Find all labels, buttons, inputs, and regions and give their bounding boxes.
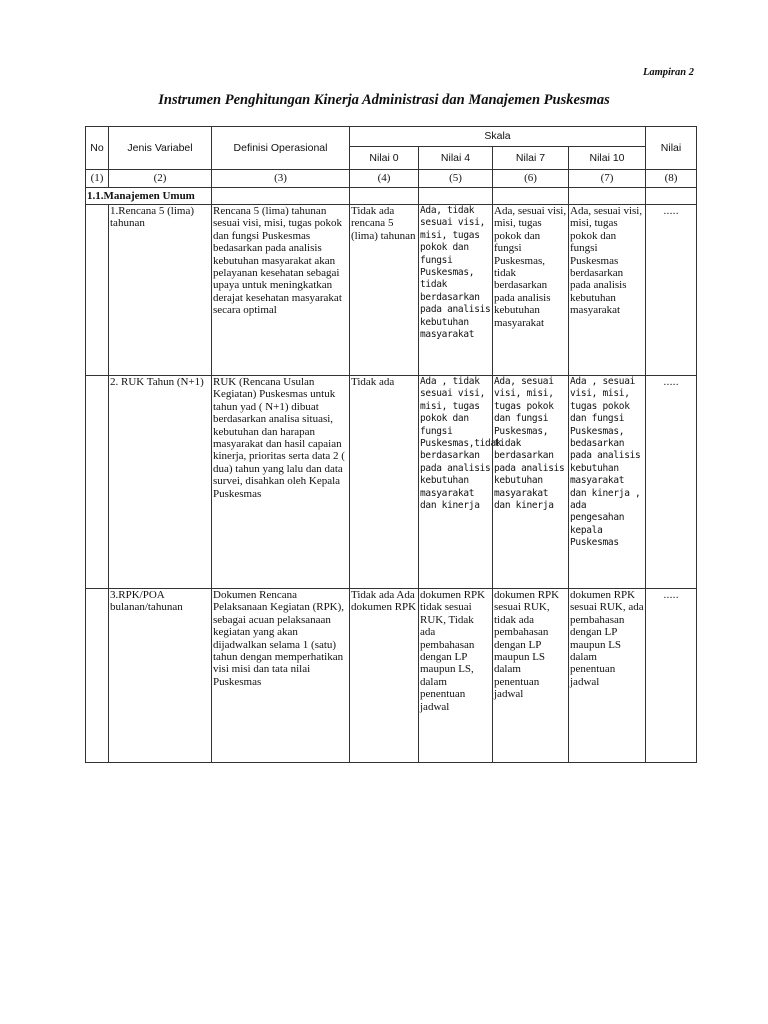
table-row [86,589,697,763]
table-row [86,205,697,376]
nilai-4-cell: dokumen RPK tidak sesuai RUK, Tidak ada pembahasan dengan LP maupun LS, dalam penentuan jadwal [419,589,493,763]
section-title: 1.1.Manajemen Umum [86,188,212,205]
header-nilai: Nilai [646,127,697,170]
index-cell: (1) [86,170,109,188]
index-cell: (4) [350,170,419,188]
index-cell: (3) [212,170,350,188]
nilai-cell: ..... [646,589,697,763]
index-cell: (8) [646,170,697,188]
index-row [86,170,697,188]
nilai-7-cell: Ada, sesuai visi, misi, tugas pokok dan fungsi Puskesmas, tidak berdasarkan pada analisis kebutuhan masyarakat dan kinerja [493,376,569,589]
nilai-0-cell: Tidak ada [350,376,419,589]
definisi-cell: RUK (Rencana Usulan Kegiatan) Puskesmas untuk tahun yad ( N+1) dibuat berdasarkan analisa situasi, kebutuhan dan harapan masyarakat dan hasil capaian kinerja, prioritas serta data 2 ( dua) tahun yang lalu dan data survei, disahkan oleh Kepala Puskesmas [212,376,350,589]
header-jenis-variabel: Jenis Variabel [109,127,212,170]
jenis-variabel-cell: 2. RUK Tahun (N+1) [109,376,212,589]
nilai-7-cell: Ada, sesuai visi, misi, tugas pokok dan fungsi Puskesmas, tidak berdasarkan pada analisis kebutuhan masyarakat [493,205,569,376]
index-cell: (5) [419,170,493,188]
nilai-cell: ..... [646,205,697,376]
header-no: No [86,127,109,170]
definisi-cell: Rencana 5 (lima) tahunan sesuai visi, misi, tugas pokok dan fungsi Puskesmas bedasarkan pada analisis kebutuhan masyarakat akan pelayanan kesehatan sebagai upaya untuk meningkatkan derajat kesehatan masyarakat secara optimal [212,205,350,376]
page-title: Instrumen Penghitungan Kinerja Administrasi dan Manajemen Puskesmas [158,92,610,108]
header-nilai-7: Nilai 7 [493,147,569,170]
nilai-4-cell: Ada , tidak sesuai visi, misi, tugas pokok dan fungsi Puskesmas,tidak berdasarkan pada analisis kebutuhan masyarakat dan kinerja [419,376,493,589]
nilai-0-cell: Tidak ada rencana 5 (lima) tahunan [350,205,419,376]
nilai-7-cell: dokumen RPK sesuai RUK, tidak ada pembahasan dengan LP maupun LS dalam penentuan jadwal [493,589,569,763]
nilai-10-cell: Ada, sesuai visi, misi, tugas pokok dan fungsi Puskesmas berdasarkan pada analisis kebutuhan masyarakat [569,205,646,376]
section-row [86,188,697,205]
definisi-cell: Dokumen Rencana Pelaksanaan Kegiatan (RPK), sebagai acuan pelaksanaan kegiatan yang akan dijadwalkan selama 1 (satu) tahun dengan memperhatikan visi misi dan tata nilai Puskesmas [212,589,350,763]
nilai-10-cell: dokumen RPK sesuai RUK, ada pembahasan dengan LP maupun LS dalam penentuan jadwal [569,589,646,763]
index-cell: (2) [109,170,212,188]
header-definisi-operasional: Definisi Operasional [212,127,350,170]
index-cell: (7) [569,170,646,188]
lampiran-label: Lampiran 2 [642,67,694,78]
nilai-10-cell: Ada , sesuai visi, misi, tugas pokok dan fungsi Puskesmas, bedasarkan pada analisis kebutuhan masyarakat dan kinerja , ada pengesahan kepala Puskesmas [569,376,646,589]
nilai-cell: ..... [646,376,697,589]
header-skala: Skala [350,127,646,147]
header-nilai-0: Nilai 0 [350,147,419,170]
table-row [86,376,697,589]
nilai-0-cell: Tidak ada Ada dokumen RPK [350,589,419,763]
nilai-4-cell: Ada, tidak sesuai visi, misi, tugas pokok dan fungsi Puskesmas, tidak berdasarkan pada analisis kebutuhan masyarakat [419,205,493,376]
jenis-variabel-cell: 1.Rencana 5 (lima) tahunan [109,205,212,376]
header-nilai-4: Nilai 4 [419,147,493,170]
kinerja-table [85,126,697,763]
jenis-variabel-cell: 3.RPK/POA bulanan/tahunan [109,589,212,763]
header-nilai-10: Nilai 10 [569,147,646,170]
index-cell: (6) [493,170,569,188]
